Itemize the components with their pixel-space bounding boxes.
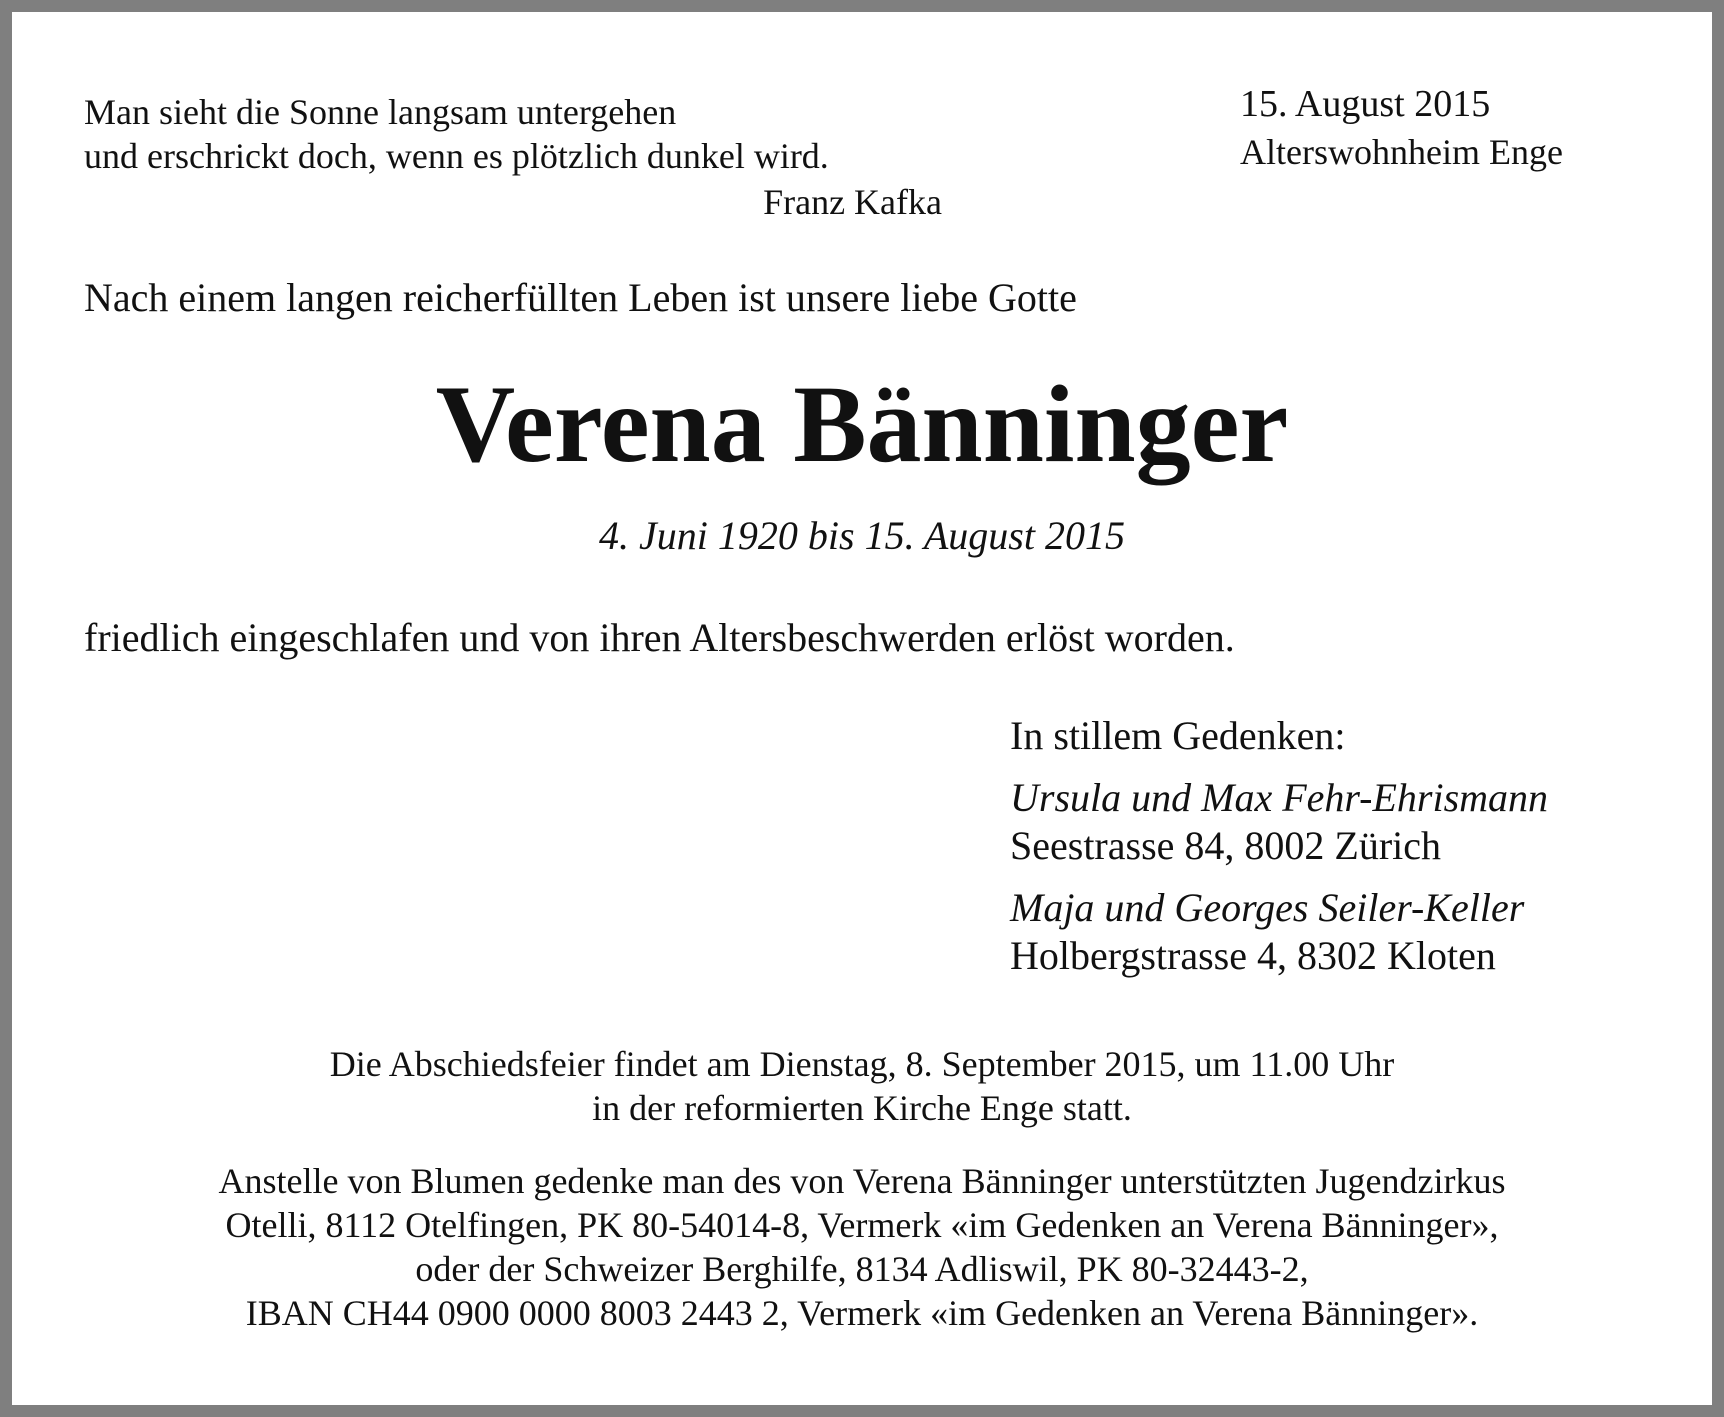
mourner-entry (1010, 774, 1548, 870)
memory-heading: In stillem Gedenken: (1010, 713, 1346, 758)
donation-info (12, 1159, 1712, 1335)
ceremony-info (12, 1042, 1712, 1130)
deceased-name: Verena Bänninger (435, 363, 1289, 485)
quote-author: Franz Kafka (763, 182, 942, 222)
deceased-lifespan: 4. Juni 1920 bis 15. August 2015 (599, 513, 1125, 558)
ceremony-line: Die Abschiedsfeier findet am Dienstag, 8. September 2015, um 11.00 Uhr (329, 1044, 1395, 1084)
kafka-quote (84, 90, 829, 178)
mourner-entry (1010, 884, 1548, 980)
quote-line: Man sieht die Sonne langsam untergehen (84, 92, 677, 132)
donation-line: Otelli, 8112 Otelfingen, PK 80-54014-8, Vermerk «im Gedenken an Verena Bänninger», (225, 1205, 1499, 1245)
donation-line: oder der Schweizer Berghilfe, 8134 Adliswil, PK 80-32443-2, (415, 1249, 1309, 1289)
quote-line: und erschrickt doch, wenn es plötzlich dunkel wird. (84, 136, 829, 176)
intro-text: Nach einem langen reicherfüllten Leben ist unsere liebe Gotte (84, 275, 1077, 320)
donation-line: Anstelle von Blumen gedenke man des von Verena Bänninger unterstützten Jugendzirkus (218, 1161, 1506, 1201)
mourner-name: Maja und Georges Seiler-Keller (1010, 885, 1525, 930)
mourner-address: Seestrasse 84, 8002 Zürich (1010, 823, 1442, 868)
mourner-name: Ursula und Max Fehr-Ehrismann (1010, 775, 1549, 820)
mourners-block (1010, 712, 1548, 994)
obituary-notice (12, 12, 1712, 1405)
header-place: Alterswohnheim Enge (1240, 132, 1563, 172)
donation-line: IBAN CH44 0900 0000 8003 2443 2, Vermerk «im Gedenken an Verena Bänninger». (245, 1293, 1479, 1333)
header-date: 15. August 2015 (1240, 83, 1491, 125)
ceremony-line: in der reformierten Kirche Enge statt. (592, 1088, 1132, 1128)
mourner-address: Holbergstrasse 4, 8302 Kloten (1010, 933, 1496, 978)
header-date-place (1240, 80, 1563, 176)
death-line: friedlich eingeschlafen und von ihren Altersbeschwerden erlöst worden. (84, 615, 1235, 660)
